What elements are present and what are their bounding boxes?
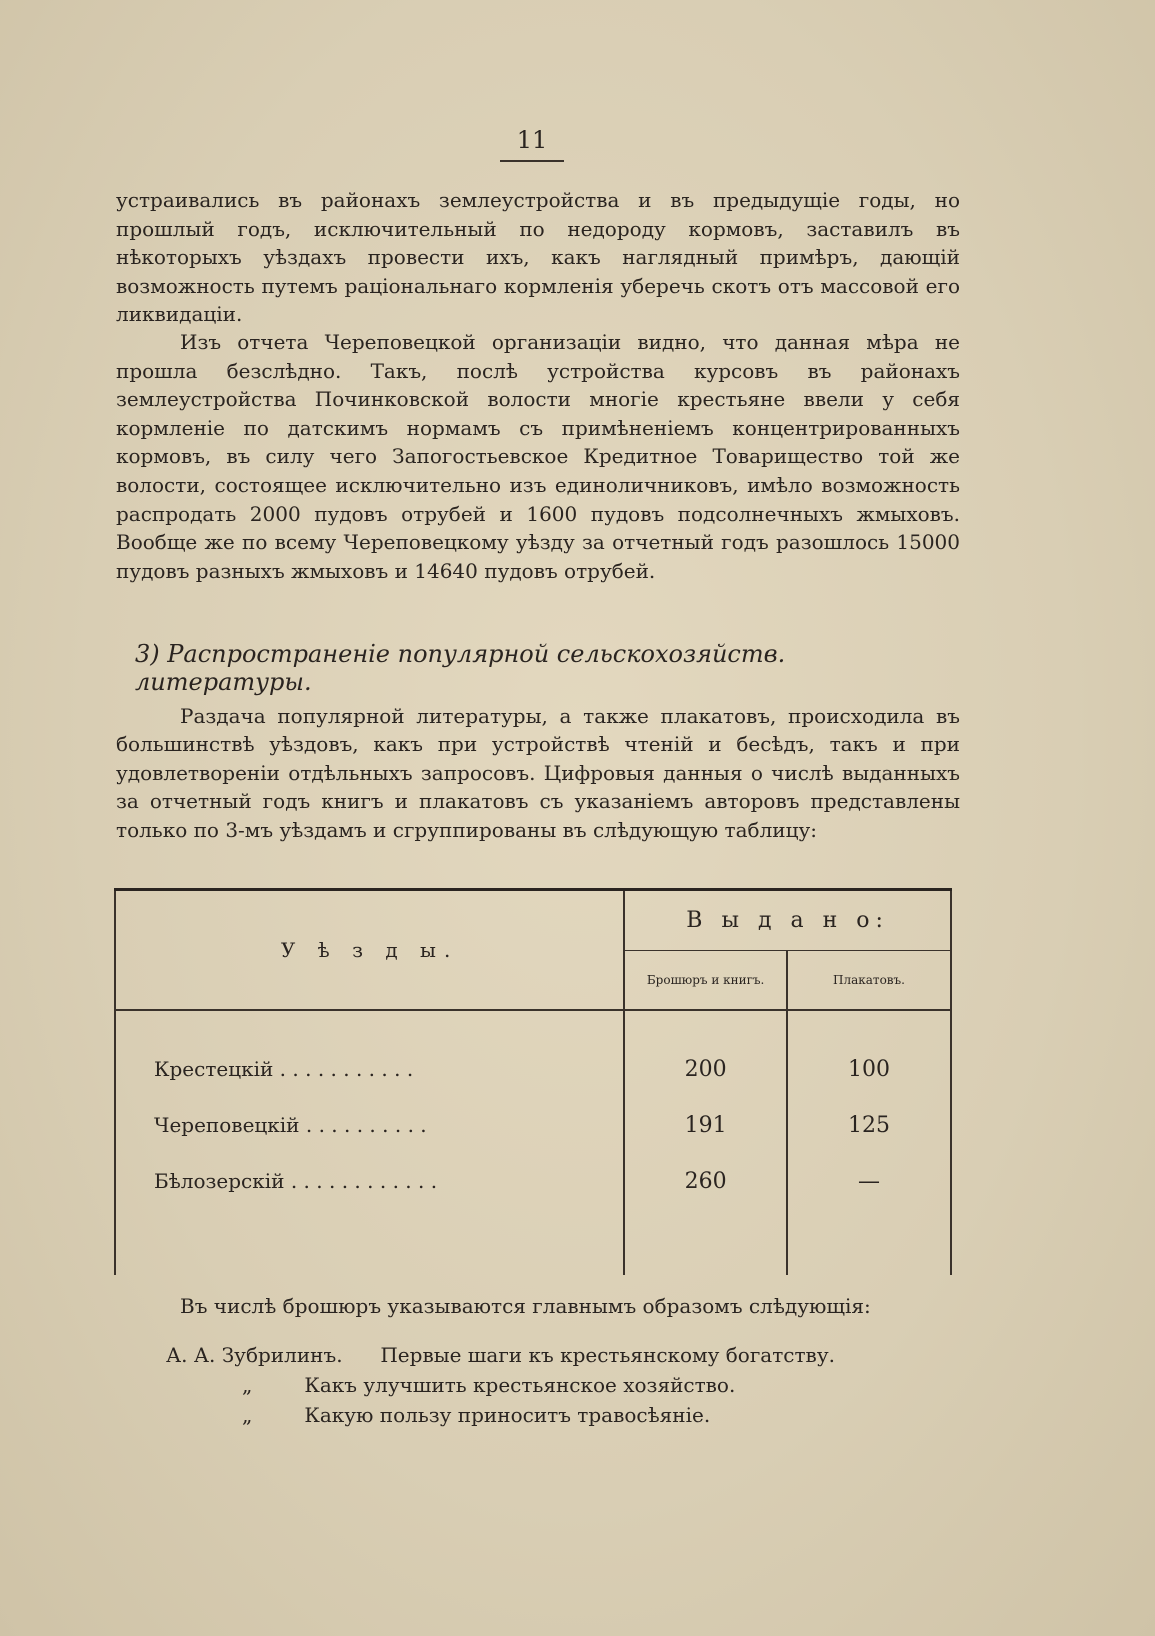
list-title: Какую пользу приноситъ травосѣяніе. bbox=[304, 1403, 711, 1427]
distribution-table bbox=[114, 888, 952, 1275]
header-vydano: В ы д а н о: bbox=[624, 890, 951, 951]
list-item bbox=[166, 1400, 835, 1430]
cell-broshur: 200 bbox=[624, 1041, 787, 1097]
list-title: Какъ улучшить крестьянское хозяйство. bbox=[304, 1373, 736, 1397]
list-item bbox=[166, 1370, 835, 1400]
row-name: Череповецкій bbox=[154, 1113, 300, 1137]
table-row bbox=[115, 1041, 951, 1097]
row-dots: . . . . . . . . . . . bbox=[279, 1057, 414, 1081]
list-title: Первые шаги къ крестьянскому богатству. bbox=[380, 1343, 835, 1367]
section-heading: 3) Распространеніе популярной сельскохозяйств. литературы. bbox=[135, 640, 786, 696]
header-uezdy: У ѣ з д ы. bbox=[115, 890, 624, 1011]
paragraph-2: Изъ отчета Череповецкой организаціи видно, что данная мѣра не прошла безслѣдно. Такъ, послѣ устройства курсовъ въ районахъ землеустройства Починковской волости многіе крестьяне ввели у себя кормленіе по датскимъ нормамъ съ примѣненіемъ концентрированныхъ кормовъ, въ силу чего Запогостьевское Кредитное Товарищество той же волости, состоящее исключительно изъ единоличниковъ, имѣло возможность распродать 2000 пудовъ отрубей и 1600 пудовъ подсолнечныхъ жмыховъ. Вообще же по всему Череповецкому уѣзду за отчетный годъ разошлось 15000 пудовъ разныхъ жмыховъ и 14640 пудовъ отрубей. bbox=[116, 330, 960, 583]
row-name: Крестецкій bbox=[154, 1057, 274, 1081]
brochure-list bbox=[166, 1340, 835, 1430]
row-dots: . . . . . . . . . . . . bbox=[290, 1169, 438, 1193]
cell-broshur: 191 bbox=[624, 1097, 787, 1153]
cell-plakatov: — bbox=[787, 1153, 951, 1209]
row-dots: . . . . . . . . . . bbox=[305, 1113, 427, 1137]
cell-broshur: 260 bbox=[624, 1153, 787, 1209]
paragraph-1: устраивались въ районахъ землеустройства и въ предыдущіе годы, но прошлый годъ, исключительный по недороду кормовъ, заставилъ въ нѣкоторыхъ уѣздахъ провести ихъ, какъ наглядный примѣръ, дающій возможность путемъ раціональнаго кормленія уберечь скотъ отъ массовой его ликвидаціи. bbox=[116, 188, 960, 327]
header-broshur: Брошюръ и книгъ. bbox=[624, 950, 787, 1010]
table-row bbox=[115, 1097, 951, 1153]
list-author: А. А. Зубрилинъ. bbox=[166, 1343, 343, 1367]
paragraph-4: Въ числѣ брошюръ указываются главнымъ образомъ слѣдующія: bbox=[180, 1294, 871, 1318]
row-name: Бѣлозерскій bbox=[154, 1169, 285, 1193]
page-number: 11 bbox=[500, 126, 564, 162]
list-item bbox=[166, 1340, 835, 1370]
list-author: „ bbox=[242, 1373, 253, 1397]
table-row bbox=[115, 1153, 951, 1209]
paragraph-3: Раздача популярной литературы, а также плакатовъ, происходила въ большинствѣ уѣздовъ, какъ при устройствѣ чтеній и бесѣдъ, такъ и при удовлетвореніи отдѣльныхъ запросовъ. Цифровыя данныя о числѣ выданныхъ за отчетный годъ книгъ и плакатовъ съ указаніемъ авторовъ представлены только по 3-мъ уѣздамъ и сгруппированы въ слѣдующую таблицу: bbox=[116, 704, 960, 842]
cell-plakatov: 125 bbox=[787, 1097, 951, 1153]
list-author: „ bbox=[242, 1403, 253, 1427]
header-plakatov: Плакатовъ. bbox=[787, 950, 951, 1010]
cell-plakatov: 100 bbox=[787, 1041, 951, 1097]
